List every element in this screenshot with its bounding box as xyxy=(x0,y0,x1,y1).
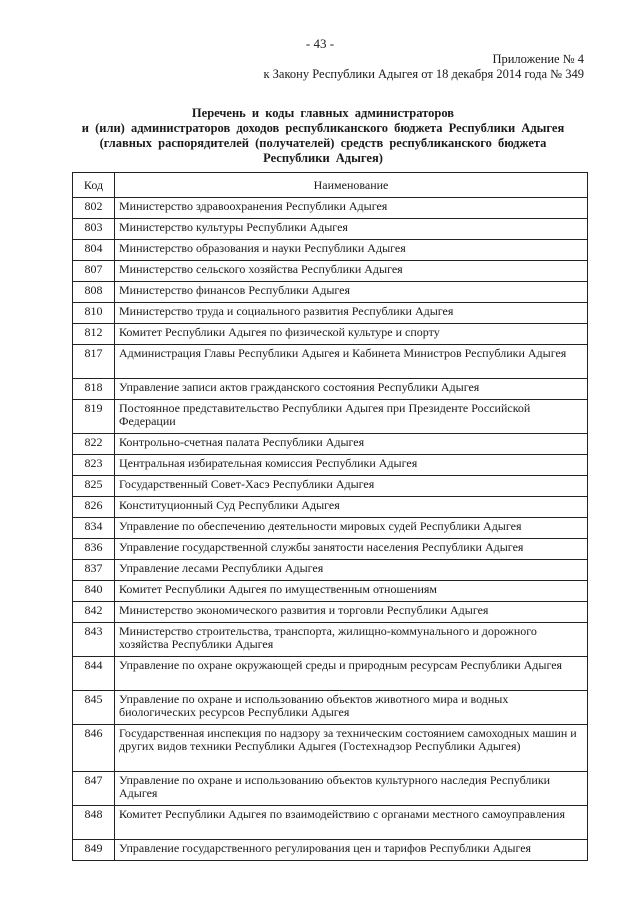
name-cell: Администрация Главы Республики Адыгея и Кабинета Министров Республики Адыгея xyxy=(115,345,588,379)
name-cell: Государственный Совет-Хасэ Республики Адыгея xyxy=(115,476,588,497)
table-row xyxy=(73,725,588,772)
name-cell: Управление по охране и использованию объектов культурного наследия Республики Адыгея xyxy=(115,772,588,806)
code-cell: 802 xyxy=(73,198,115,219)
name-cell: Министерство культуры Республики Адыгея xyxy=(115,219,588,240)
table-row xyxy=(73,379,588,400)
document-title xyxy=(58,106,588,166)
code-cell: 808 xyxy=(73,282,115,303)
code-cell: 823 xyxy=(73,455,115,476)
name-cell: Контрольно-счетная палата Республики Адыгея xyxy=(115,434,588,455)
code-cell: 810 xyxy=(73,303,115,324)
code-cell: 822 xyxy=(73,434,115,455)
table-row xyxy=(73,623,588,657)
name-cell: Министерство образования и науки Республики Адыгея xyxy=(115,240,588,261)
code-cell: 844 xyxy=(73,657,115,691)
code-cell: 840 xyxy=(73,581,115,602)
administrators-table xyxy=(72,172,588,861)
table-row xyxy=(73,657,588,691)
table-row xyxy=(73,324,588,345)
code-cell: 807 xyxy=(73,261,115,282)
column-header-name: Наименование xyxy=(115,173,588,198)
code-cell: 846 xyxy=(73,725,115,772)
table-header-row xyxy=(73,173,588,198)
name-cell: Государственная инспекция по надзору за техническим состоянием самоходных машин и других видов техники Республики Адыгея (Гостехнадзор Республики Адыгея) xyxy=(115,725,588,772)
title-line-2: и (или) администраторов доходов республиканского бюджета Республики Адыгея xyxy=(81,121,565,135)
table-row xyxy=(73,198,588,219)
table-row xyxy=(73,303,588,324)
code-cell: 843 xyxy=(73,623,115,657)
title-line-4: Республики Адыгея) xyxy=(263,151,383,165)
table-row xyxy=(73,282,588,303)
name-cell: Комитет Республики Адыгея по физической культуре и спорту xyxy=(115,324,588,345)
table-row xyxy=(73,400,588,434)
table-row xyxy=(73,455,588,476)
table-row xyxy=(73,518,588,539)
name-cell: Министерство труда и социального развития Республики Адыгея xyxy=(115,303,588,324)
column-header-code: Код xyxy=(73,173,115,198)
table-row xyxy=(73,560,588,581)
page-number: - 43 - xyxy=(305,36,335,51)
name-cell: Министерство финансов Республики Адыгея xyxy=(115,282,588,303)
table-row xyxy=(73,539,588,560)
name-cell: Управление государственного регулирования цен и тарифов Республики Адыгея xyxy=(115,840,588,861)
table-row xyxy=(73,772,588,806)
name-cell: Министерство строительства, транспорта, жилищно-коммунального и дорожного хозяйства Республики Адыгея xyxy=(115,623,588,657)
name-cell: Центральная избирательная комиссия Республики Адыгея xyxy=(115,455,588,476)
table-row xyxy=(73,476,588,497)
code-cell: 826 xyxy=(73,497,115,518)
table-row xyxy=(73,345,588,379)
code-cell: 837 xyxy=(73,560,115,581)
name-cell: Комитет Республики Адыгея по имущественным отношениям xyxy=(115,581,588,602)
code-cell: 812 xyxy=(73,324,115,345)
name-cell: Управление лесами Республики Адыгея xyxy=(115,560,588,581)
code-cell: 818 xyxy=(73,379,115,400)
table-row xyxy=(73,806,588,840)
name-cell: Управление по охране и использованию объектов животного мира и водных биологических ресурсов Республики Адыгея xyxy=(115,691,588,725)
name-cell: Постоянное представительство Республики Адыгея при Президенте Российской Федерации xyxy=(115,400,588,434)
code-cell: 819 xyxy=(73,400,115,434)
code-cell: 845 xyxy=(73,691,115,725)
code-cell: 803 xyxy=(73,219,115,240)
name-cell: Управление записи актов гражданского состояния Республики Адыгея xyxy=(115,379,588,400)
code-cell: 842 xyxy=(73,602,115,623)
code-cell: 849 xyxy=(73,840,115,861)
table-row xyxy=(73,691,588,725)
annex-reference xyxy=(263,52,584,82)
table-row xyxy=(73,434,588,455)
table-row xyxy=(73,219,588,240)
code-cell: 817 xyxy=(73,345,115,379)
name-cell: Управление по обеспечению деятельности мировых судей Республики Адыгея xyxy=(115,518,588,539)
name-cell: Министерство экономического развития и торговли Республики Адыгея xyxy=(115,602,588,623)
table-row xyxy=(73,497,588,518)
code-cell: 834 xyxy=(73,518,115,539)
table-row xyxy=(73,581,588,602)
table-row xyxy=(73,261,588,282)
table-row xyxy=(73,240,588,261)
code-cell: 847 xyxy=(73,772,115,806)
annex-number: Приложение № 4 xyxy=(492,52,584,66)
code-cell: 836 xyxy=(73,539,115,560)
table-row xyxy=(73,602,588,623)
title-line-3: (главных распорядителей (получателей) средств республиканского бюджета xyxy=(99,136,547,150)
table-row xyxy=(73,840,588,861)
name-cell: Управление государственной службы занятости населения Республики Адыгея xyxy=(115,539,588,560)
code-cell: 825 xyxy=(73,476,115,497)
code-cell: 804 xyxy=(73,240,115,261)
name-cell: Комитет Республики Адыгея по взаимодействию с органами местного самоуправления xyxy=(115,806,588,840)
name-cell: Министерство сельского хозяйства Республики Адыгея xyxy=(115,261,588,282)
name-cell: Конституционный Суд Республики Адыгея xyxy=(115,497,588,518)
title-line-1: Перечень и коды главных администраторов xyxy=(191,106,455,120)
code-cell: 848 xyxy=(73,806,115,840)
annex-law-reference: к Закону Республики Адыгея от 18 декабря 2014 года № 349 xyxy=(263,67,584,81)
name-cell: Управление по охране окружающей среды и природным ресурсам Республики Адыгея xyxy=(115,657,588,691)
name-cell: Министерство здравоохранения Республики Адыгея xyxy=(115,198,588,219)
